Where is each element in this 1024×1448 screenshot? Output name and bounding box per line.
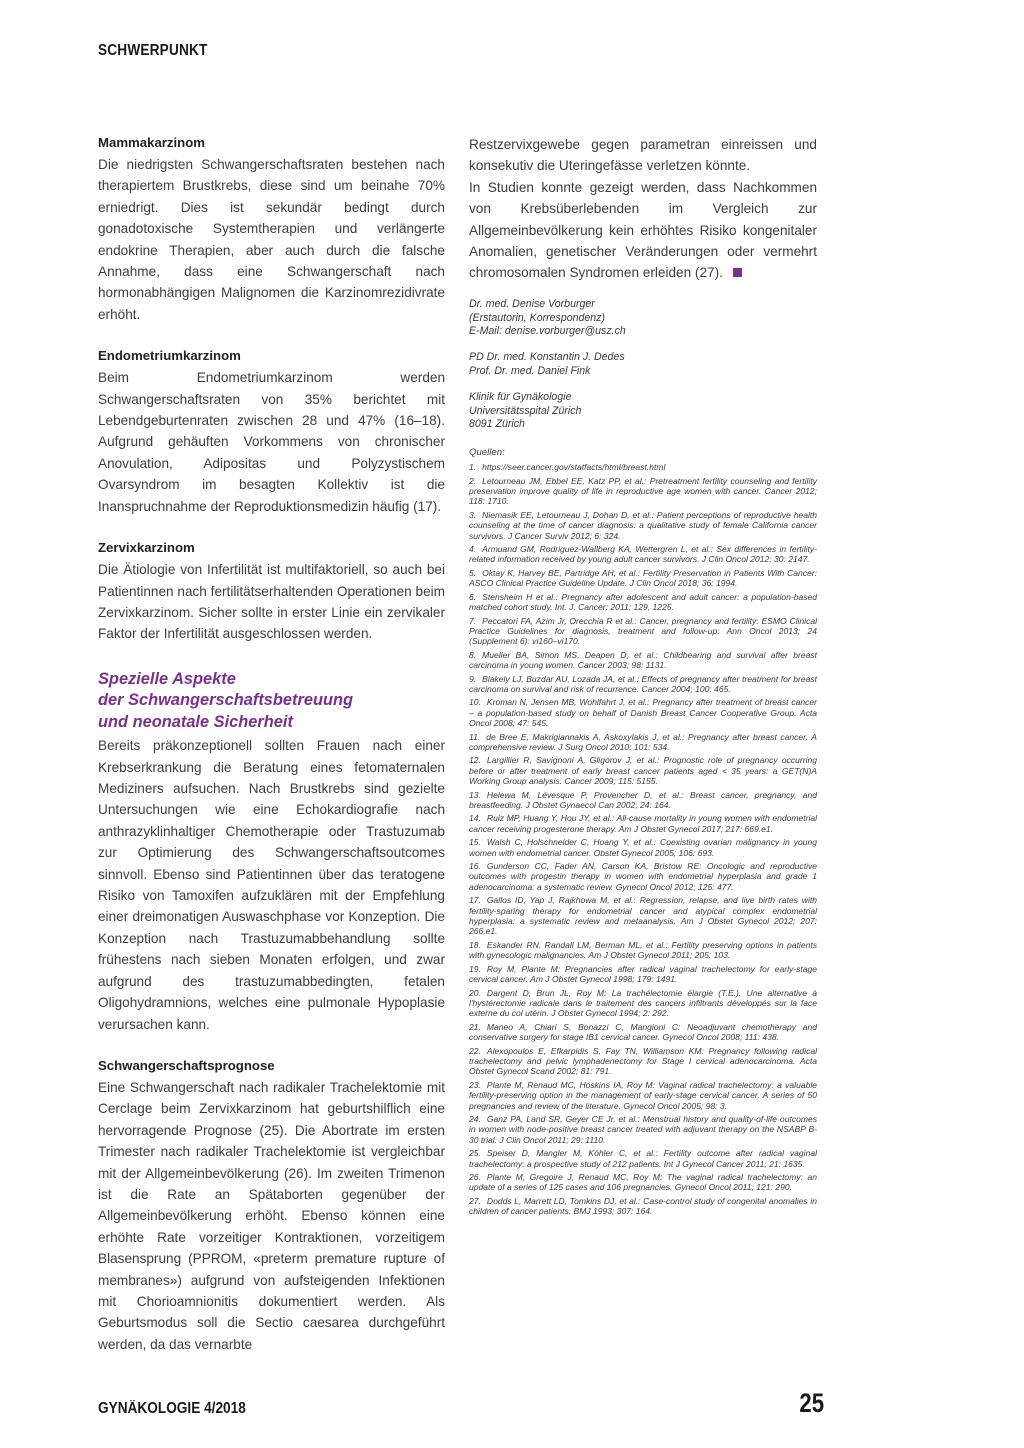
reference-item [469, 674, 817, 695]
reference-item [469, 544, 817, 565]
reference-item [469, 837, 817, 858]
reference-item [469, 462, 817, 472]
reference-number: 23. [469, 1079, 481, 1090]
paragraph-spezielle-aspekte: Bereits präkonzeptionell sollten Frauen nach einer Krebserkrankung die Beratung eines fetomaternalen Mediziners aufsuchen. Nach Brustkrebs sind gezielte Untersuchungen wie eine Echokardiografie nach anthrazyklinhaltiger Chemotherapie oder Trastuzumab zur Optimierung des Schwangerschaftsoutcomes sinnvoll. Ebenso sind Patientinnen über das teratogene Risiko von Tamoxifen aufzuklären mit der Empfehlung einer dreimonatigen Auswaschphase vor Konzeption. Die Konzeption nach Trastuzumabbehandlung sollte frühestens nach sieben Monaten erfolgen, und zwar aufgrund des trastuzumabbedingten, fetalen Oligohydramnions, welches eine pulmonale Hypoplasie verursachen kann. [98, 738, 445, 1032]
page-number: 25 [799, 1388, 824, 1418]
author-first [469, 298, 817, 339]
reference-text: Speiser D, Mangler M, Köhler C, et al.: Fertility outcome after radical vaginal trachelectomy: a prospective study of 212 patients. Int J Gynecol Cancer 2011; 21: 1635. [469, 1148, 817, 1169]
reference-text: Dargent D, Brun JL, Roy M: La trachélectomie élargie (T.E.). Une alternative à l'hystérectomie radicale dans le traitement des cancers infiltrants développés sur la face externe du col utérin. J Obstet Gynecol 1994; 2: 292. [469, 987, 817, 1019]
heading-zervixkarzinom: Zervixkarzinom [98, 540, 195, 556]
reference-text: Roy M, Plante M: Pregnancies after radical vaginal trachelectomy for early-stage cervical cancer. Am J Obstet Gynecol 1998; 179: 1491. [469, 963, 817, 985]
reference-number: 18. [469, 939, 481, 950]
reference-number: 11. [469, 731, 481, 742]
reference-number: 13. [469, 789, 481, 800]
section-heading-line-1: Spezielle Aspekte [98, 669, 236, 688]
reference-item [469, 697, 817, 728]
reference-text: Oktay K, Harvey BE, Partridge AH, et al.: Fertility Preservation in Patients With Cancer: ASCO Clinical Practice Guideline Update. J Clin Oncol 2018; 36: 1994. [469, 567, 817, 589]
reference-text[interactable]: https://seer.cancer.gov/statfacts/html/breast.html [482, 462, 666, 473]
reference-number: 20. [469, 987, 481, 998]
reference-text: Gunderson CC, Fader AN, Carson KA, Bristow RE: Oncologic and reproductive outcomes with progestin therapy in women with endometrial hyperplasia and grade 1 adenocarcinoma: a systematic review. Gynecol Oncol 2012; 125: 477. [469, 861, 817, 892]
reference-item [469, 790, 817, 811]
reference-number: 16. [469, 861, 481, 872]
reference-number: 14. [469, 813, 481, 824]
reference-item [469, 732, 817, 753]
reference-text: Niemasik EE, Letourneau J, Dohan D, et al.: Patient perceptions of reproductive health counseling at the time of cancer diagnosis: a qualitative study of female California cancer survivors. J Cancer Surviv 2012; 6: 324. [469, 509, 817, 541]
clinic-name: Klinik für Gynäkologie [469, 390, 572, 403]
coauthor-name: Prof. Dr. med. Daniel Fink [469, 365, 591, 378]
reference-text: Stensheim H et al.: Pregnancy after adolescent and adult cancer: a population-based matched cohort study. Int. J. Cancer: 2011; 129, 1225. [469, 591, 817, 613]
reference-number: 15. [469, 837, 481, 848]
clinic-address [469, 391, 817, 432]
reference-text: de Bree E, Makrigiannakis A, Askoxylakis J, et al.: Pregnancy after breast cancer. A comprehensive review. J Surg Oncol 2010; 101: 534. [469, 731, 817, 752]
paragraph-studien [469, 177, 817, 284]
reference-number: 26. [469, 1172, 481, 1182]
reference-item [469, 476, 817, 507]
reference-item [469, 510, 817, 541]
journal-issue: GYNÄKOLOGIE 4/2018 [98, 1400, 246, 1417]
reference-number: 3. [469, 509, 477, 520]
reference-text: Dodds L, Marrett LD, Tomkins DJ, et al.: Case-control study of congenital anomalies in children of cancer patients. BMJ 1993; 307: 164. [469, 1195, 817, 1217]
reference-item [469, 1114, 817, 1145]
reference-item [469, 1022, 817, 1043]
section-label: SCHWERPUNKT [98, 42, 208, 59]
heading-schwangerschaftsprognose: Schwangerschaftsprognose [98, 1057, 275, 1073]
section-heading-line-3: und neonatale Sicherheit [98, 712, 293, 731]
reference-number: 2. [469, 475, 477, 486]
reference-text: Blakely LJ, Buzdar AU, Lozada JA, et al.: Effects of pregnancy after treatment for breast carcinoma on survival and risk of recurrence. Cancer 2004; 100: 465. [469, 673, 817, 694]
reference-item [469, 592, 817, 613]
reference-item [469, 988, 817, 1019]
end-of-article-square-icon [733, 268, 742, 277]
reference-number: 8. [469, 649, 477, 660]
author-role: (Erstautorin, Korrespondenz) [469, 311, 606, 324]
reference-number: 19. [469, 963, 481, 974]
reference-item [469, 895, 817, 937]
reference-item [469, 568, 817, 589]
reference-text: Mueller BA, Simon MS, Deapen D, et al.: Childbearing and survival after breast carcinoma in young women. Cancer 2003; 98: 1131. [469, 649, 817, 671]
coauthors [469, 351, 817, 379]
paragraph-studien-text: In Studien konnte gezeigt werden, dass Nachkommen von Krebsüberlebenden im Vergleich zur Allgemeinbevölkerung kein erhöhtes Risiko kongenitaler Anomalien, genetischer Veränderungen oder vermehrt chromosomalen Syndromen erleiden (27). [469, 179, 817, 281]
reference-number: 9. [469, 673, 477, 684]
reference-text: Largillier R, Savignoni A, Gligorov J, et al.: Prognostic role of pregnancy occurring before or after treatment of early breast cancer patients aged < 35 years: a GET(N)A Working Group analysis. Cancer 2009; 115: 5155. [469, 755, 817, 787]
reference-text: Helewa M, Lévesque P, Provencher D, et al.: Breast cancer, pregnancy, and breastfeeding. J Obstet Gynaecol Can 2002; 24: 164. [469, 789, 817, 810]
reference-number: 1. [469, 462, 477, 473]
references-list [469, 462, 817, 1216]
reference-number: 25. [469, 1148, 481, 1159]
reference-number: 12. [469, 755, 481, 766]
reference-item [469, 1196, 817, 1217]
reference-number: 10. [469, 697, 481, 708]
reference-item [469, 1148, 817, 1169]
reference-item [469, 650, 817, 671]
reference-item [469, 1046, 817, 1077]
reference-item [469, 1172, 817, 1193]
reference-text: Gallos ID, Yap J, Rajkhowa M, et al.: Regression, relapse, and live birth rates with fertility-sparing therapy for endometrial cancer and atypical complex endometrial hyperplasia: a systematic review and metaanalysis. Am J Obstet Gynecol 2012; 207: 266.e1. [469, 895, 817, 937]
reference-number: 5. [469, 567, 477, 578]
paragraph-mammakarzinom: Die niedrigsten Schwangerschaftsraten bestehen nach therapiertem Brustkrebs, diese sind um beinahe 70% erniedrigt. Dies ist sekundär bedingt durch gonadotoxische Systemtherapien und verlängerte endokrine Therapien, aber auch durch die falsche Annahme, dass eine Schwangerschaft nach hormonabhängigen Malignomen die Karzinomrezidivrate erhöht. [98, 157, 445, 322]
reference-number: 21. [469, 1021, 481, 1032]
coauthor-name: PD Dr. med. Konstantin J. Dedes [469, 351, 625, 364]
right-column [469, 134, 817, 1220]
reference-number: 4. [469, 544, 477, 555]
reference-item [469, 940, 817, 961]
reference-number: 7. [469, 615, 477, 626]
author-email[interactable]: E-Mail: denise.vorburger@usz.ch [469, 325, 626, 338]
reference-item [469, 616, 817, 647]
reference-text: Kroman N, Jensen MB, Wohlfahrt J, et al.: Pregnancy after treatment of breast cancer – a population-based study on behalf of Danish Breast Cancer Cooperative Group. Acta Oncol 2008; 47: 545. [469, 697, 817, 729]
reference-number: 22. [469, 1045, 481, 1056]
references-title: Quellen: [469, 447, 505, 459]
reference-text: Alexopoulos E, Efkarpidis S, Fay TN, Williamson KM: Pregnancy following radical trachelectomy and pelvic lymphadenectomy for Stage I cervical adenocarcinoma. Acta Obstet Gynecol Scand 2002; 81: 791. [469, 1045, 817, 1077]
reference-text: Plante M, Gregoire J, Renaud MC, Roy M: The vaginal radical trachelectomy: an update of a series of 125 cases and 106 pregnancies. Gynecol Oncol 2011; 121: 290. [469, 1172, 817, 1193]
reference-text: Maneo A, Chiari S, Bonazzi C, Mangioni C: Neoadjuvant chemotherapy and conservative surgery for stage IB1 cervical cancer. Gynecol Oncol 2008; 111: 438. [469, 1021, 817, 1043]
reference-item [469, 755, 817, 786]
reference-text: Letourneau JM, Ebbel EE, Katz PP, et al.: Pretreatment fertility counseling and fertility preservation improve quality of life in reproductive age women with cancer. Cancer 2012; 118: 1710. [469, 475, 817, 507]
reference-text: Walsh C, Holschneider C, Hoang Y, et al.: Coexisting ovarian malignancy in young women with endometrial cancer. Obstet Gynecol 2005; 106: 693. [469, 837, 817, 858]
reference-number: 6. [469, 591, 477, 602]
author-name: Dr. med. Denise Vorburger [469, 297, 595, 310]
reference-text: Peccatori FA, Azim Jr, Orecchia R et al.: Cancer, pregnancy and fertility: ESMO Clinical Practice Guidelines for diagnosis, treatment and follow-up: Ann Oncol 2013; 24 (Supplement 6): vi160–vi170. [469, 615, 817, 647]
reference-item [469, 1080, 817, 1111]
paragraph-zervixkarzinom: Die Ätiologie von Infertilität ist multifaktoriell, so auch bei Patientinnen nach fertilitätserhaltenden Operationen beim Zervixkarzinom. Sicher sollte in erster Linie ein zervikaler Faktor der Infertilität ausgeschlossen werden. [98, 562, 445, 642]
paragraph-schwangerschaftsprognose: Eine Schwangerschaft nach radikaler Trachelektomie mit Cerclage beim Zervixkarzinom hat geburtshilflich eine hervorragende Prognose (25). Die Abortrate im ersten Trimester nach radikaler Trachelektomie ist vergleichbar mit der Allgemeinbevölkerung (26). Im zweiten Trimenon ist die Rate an Spätaborten gegenüber der Allgemeinbevölkerung erhöht. Ebenso können eine erhöhte Rate vorzeitiger Kontraktionen, vorzeitigem Blasensprung (PPROM, «preterm premature rupture of membranes») aufgrund von aufsteigenden Infektionen mit Chorioamnionitis dokumentiert werden. Als Geburtsmodus soll die Sectio caesarea durchgeführt werden, da das vernarbte [98, 1079, 445, 1352]
heading-endometriumkarzinom: Endometriumkarzinom [98, 348, 241, 364]
clinic-hospital: Universitätsspital Zürich [469, 404, 582, 417]
reference-text: Eskander RN, Randall LM, Berman ML, et al.: Fertility preserving options in patients with gynecologic malignancies. Am J Obstet Gynecol 2011; 205: 103. [469, 939, 817, 961]
reference-item [469, 861, 817, 892]
reference-text: Ruiz MP, Huang Y, Hou JY, et al.: All-cause mortality in young women with endometrial cancer receiving progesterone therapy. Am J Obstet Gynecol 2017; 217: 669.e1. [469, 813, 817, 834]
left-column [98, 134, 445, 1355]
clinic-city: 8091 Zürich [469, 418, 525, 431]
section-heading-line-2: der Schwangerschaftsbetreuung [98, 691, 354, 710]
reference-number: 17. [469, 895, 481, 906]
reference-text: Ganz PA, Land SR, Geyer CE Jr, et al.: Menstrual history and quality-of-life outcomes in women with node-positive breast cancer treated with adjuvant therapy on the NSABP B-30 trial. J Clin Oncol 2011; 29: 1110. [469, 1113, 817, 1145]
reference-item [469, 813, 817, 834]
reference-number: 27. [469, 1195, 481, 1206]
reference-text: Armuand GM, Rodriguez-Wallberg KA, Wettergren L, et al.: Sex differences in fertility-related information received by young adult cancer survivors. J Clin Oncol 2012; 30: 2147. [469, 544, 817, 565]
paragraph-continued: Restzervixgewebe gegen parametran einreissen und konsekutiv die Uteringefässe verletzen könnte. [469, 137, 817, 174]
paragraph-endometriumkarzinom: Beim Endometriumkarzinom werden Schwangerschaftsraten von 35% berichtet mit Lebendgeburtenraten zwischen 28 und 47% (16–18). Aufgrund gehäuften Vorkommens von chronischer Anovulation, Adipositas und Polyzystischem Ovarsyndrom im besagten Kollektiv ist die Inanspruchnahme der Reproduktionsmedizin häufig (17). [98, 370, 445, 514]
heading-mammakarzinom: Mammakarzinom [98, 135, 206, 150]
reference-number: 24. [469, 1113, 481, 1124]
reference-item [469, 964, 817, 985]
reference-text: Plante M, Renaud MC, Hoskins IA, Roy M: Vaginal radical trachelectomy: a valuable fertility-preserving option in the management of early-stage cervical cancer. A series of 50 pregnancies and review of the literature. Gynecol Oncol 2005; 98: 3. [469, 1079, 817, 1111]
